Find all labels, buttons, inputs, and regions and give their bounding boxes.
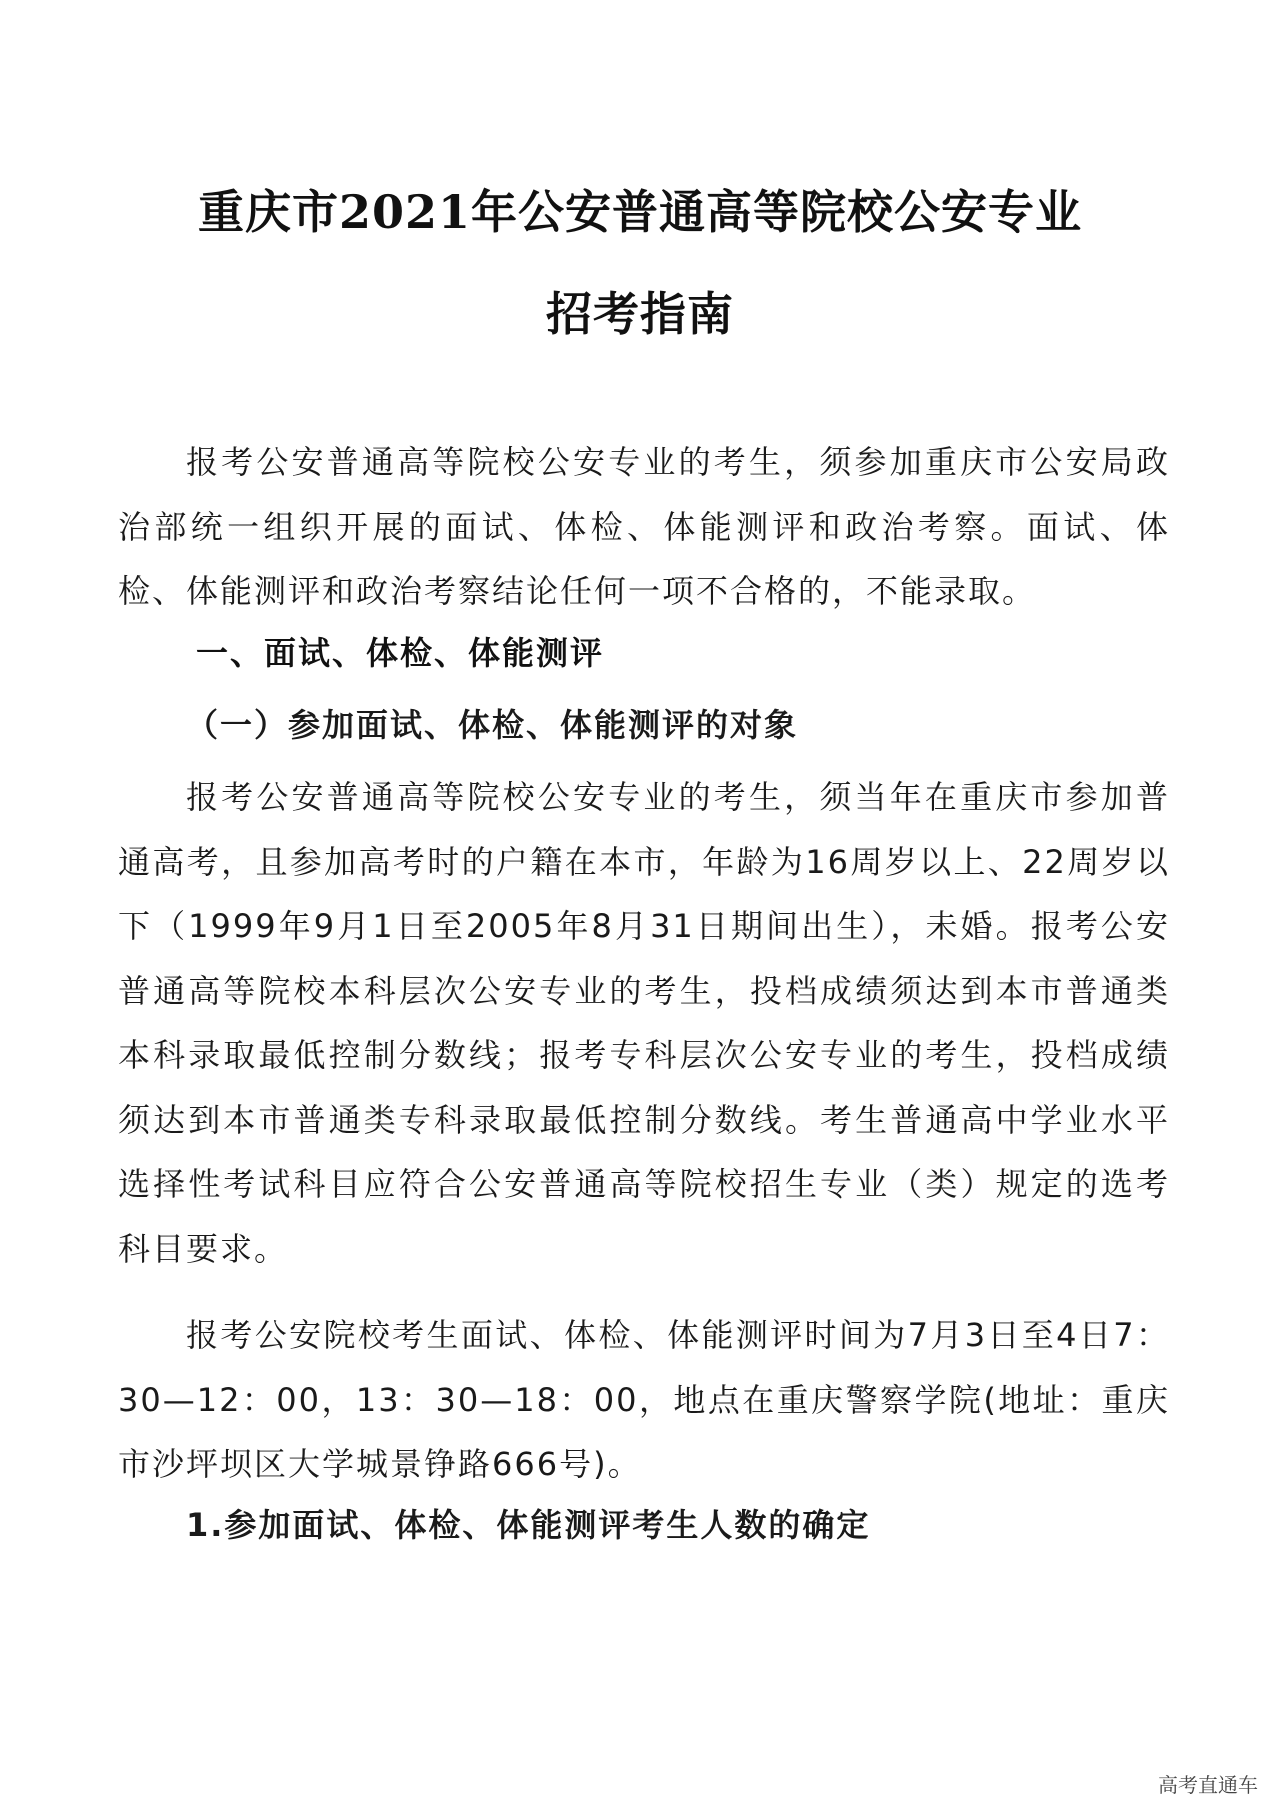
subsection1-heading: （一）参加面试、体检、体能测评的对象 xyxy=(186,706,799,744)
intro-paragraph-block xyxy=(118,430,1170,624)
document-title-line2: 招考指南 xyxy=(546,287,734,341)
document-title-line1: 重庆市2021年公安普通高等院校公安专业 xyxy=(197,185,1083,239)
item1-heading: 1.参加面试、体检、体能测评考生人数的确定 xyxy=(186,1506,871,1544)
paragraph3-block xyxy=(118,1303,1170,1497)
paragraph3: 报考公安院校考生面试、体检、体能测评时间为7月3日至4日7：30—12：00，13：30—18：00，地点在重庆警察学院(地址：重庆市沙坪坝区大学城景铮路666号)。 xyxy=(118,1316,1170,1483)
paragraph2-block xyxy=(118,765,1170,1281)
watermark: 高考直通车 xyxy=(1152,1767,1264,1800)
intro-paragraph: 报考公安普通高等院校公安专业的考生，须参加重庆市公安局政治部统一组织开展的面试、体检、体能测评和政治考察。面试、体检、体能测评和政治考察结论任何一项不合格的，不能录取。 xyxy=(118,443,1170,610)
paragraph2: 报考公安普通高等院校公安专业的考生，须当年在重庆市参加普通高考，且参加高考时的户籍在本市，年龄为16周岁以上、22周岁以下（1999年9月1日至2005年8月31日期间出生），未婚。报考公安普通高等院校本科层次公安专业的考生，投档成绩须达到本市普通类本科录取最低控制分数线；报考专科层次公安专业的考生，投档成绩须达到本市普通类专科录取最低控制分数线。考生普通高中学业水平选择性考试科目应符合公安普通高等院校招生专业（类）规定的选考科目要求。 xyxy=(118,778,1170,1268)
section1-heading: 一、面试、体检、体能测评 xyxy=(196,634,605,672)
